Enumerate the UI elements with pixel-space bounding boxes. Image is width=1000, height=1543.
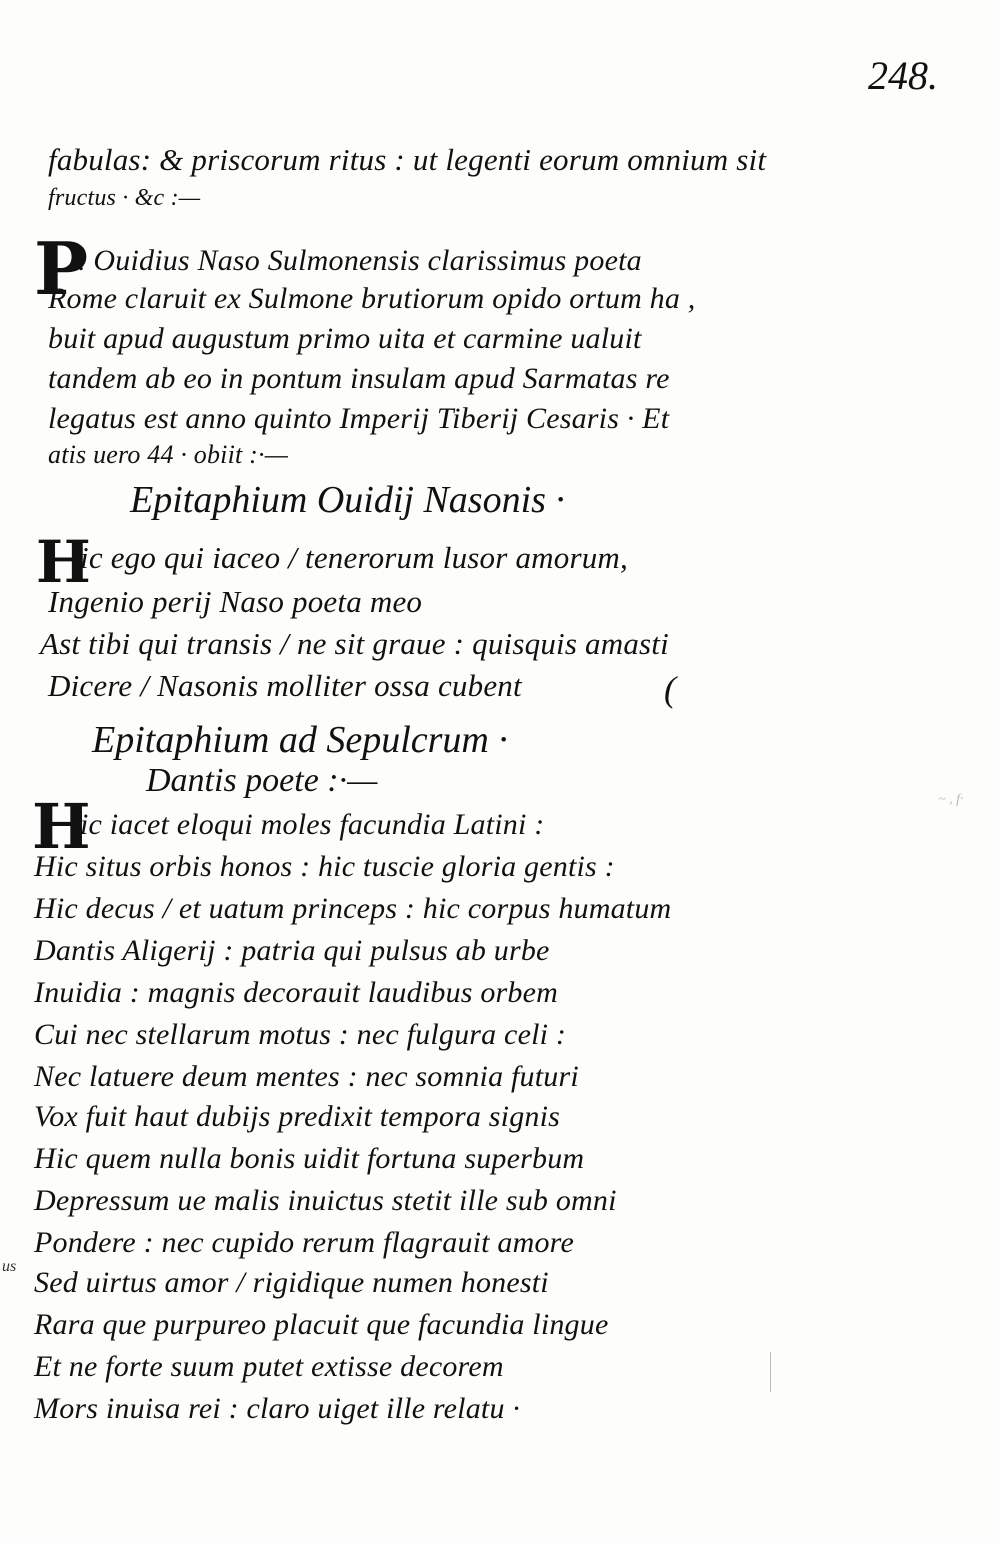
epitaph2-line-14: Et ne forte suum putet extisse decorem [34, 1350, 504, 1383]
para2-line-5: legatus est anno quinto Imperij Tiberij Cesaris · Et [48, 402, 670, 435]
para1-line-2: fructus · &c :— [48, 185, 201, 211]
initial-H-1: H [36, 528, 91, 596]
left-margin-note: us [2, 1258, 17, 1275]
epitaph1-line-1: ic ego qui iaceo / tenerorum lusor amorum, [80, 540, 628, 575]
para2-line-3: buit apud augustum primo uita et carmine ualuit [48, 322, 642, 355]
epitaph2-line-5: Inuidia : magnis decorauit laudibus orbem [34, 976, 559, 1009]
para1-line-1: fabulas: & priscorum ritus : ut legenti eorum omnium sit [48, 142, 767, 177]
epitaph2-line-10: Depressum ue malis inuictus stetit ille sub omni [34, 1184, 617, 1217]
right-margin-faint-mark: ~ , f· [938, 792, 964, 807]
para2-line-6: atis uero 44 · obiit :·— [48, 440, 289, 469]
epitaph2-line-12: Sed uirtus amor / rigidique numen honesti [34, 1266, 549, 1299]
margin-stroke [770, 1352, 771, 1392]
initial-P: P [34, 226, 89, 311]
epitaph2-line-13: Rara que purpureo placuit que facundia lingue [34, 1308, 609, 1341]
epitaph2-line-9: Hic quem nulla bonis uidit fortuna superbum [34, 1142, 585, 1175]
heading-dantis-poete: Dantis poete :·— [146, 762, 378, 799]
para2-line-4: tandem ab eo in pontum insulam apud Sarmatas re [48, 362, 670, 395]
para2-line-2: Rome claruit ex Sulmone brutiorum opido ortum ha , [48, 282, 696, 315]
epitaph2-line-15: Mors inuisa rei : claro uiget ille relatu · [34, 1392, 521, 1425]
epitaph2-line-2: Hic situs orbis honos : hic tuscie gloria gentis : [34, 850, 615, 883]
epitaph2-line-11: Pondere : nec cupido rerum flagrauit amore [34, 1226, 574, 1259]
epitaph2-line-3: Hic decus / et uatum princeps : hic corpus humatum [34, 892, 672, 925]
epitaph2-line-7: Nec latuere deum mentes : nec somnia futuri [34, 1060, 579, 1093]
epitaph1-line-2: Ingenio perij Naso poeta meo [48, 584, 423, 619]
epitaph2-line-4: Dantis Aligerij : patria qui pulsus ab urbe [34, 934, 550, 967]
initial-H-2: H [32, 790, 91, 863]
epitaph2-line-6: Cui nec stellarum motus : nec fulgura celi : [34, 1018, 567, 1051]
epitaph1-paraph: ( [664, 669, 677, 709]
epitaph1-line-3: Ast tibi qui transis / ne sit graue : quisquis amasti [40, 626, 669, 661]
epitaph2-line-8: Vox fuit haut dubijs predixit tempora signis [34, 1100, 561, 1133]
folio-number: 248. [868, 53, 938, 98]
epitaph2-line-1: ic iacet eloqui moles facundia Latini : [80, 808, 545, 841]
heading-epitaphium-ouidij: Epitaphium Ouidij Nasonis · [130, 479, 565, 521]
heading-epitaphium-sepulcrum: Epitaphium ad Sepulcrum · [92, 719, 508, 761]
epitaph1-line-4: Dicere / Nasonis molliter ossa cubent [48, 668, 522, 703]
para2-line-1: . Ouidius Naso Sulmonensis clarissimus poeta [78, 244, 642, 277]
